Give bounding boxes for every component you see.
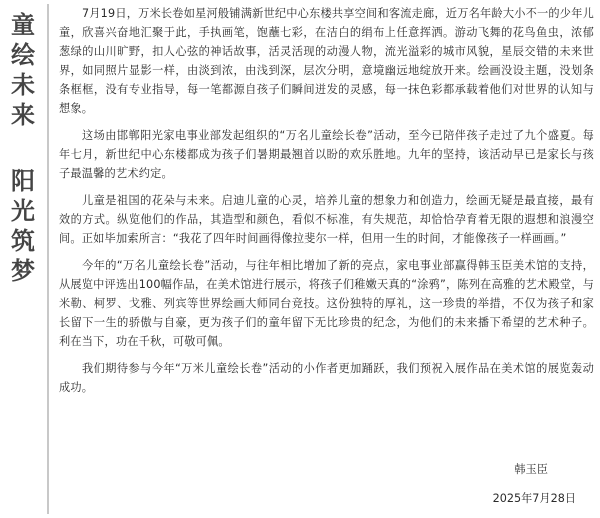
title-char: 童	[11, 10, 35, 39]
title-char: 未	[11, 70, 35, 99]
paragraph-5: 我们期待参与今年“万米儿童绘长卷”活动的小作者更加踊跃，我们预祝入展作品在美术馆的展览轰动成功。	[59, 362, 594, 394]
signature-block	[493, 460, 576, 508]
signature-name: 韩玉臣	[514, 463, 548, 476]
title-char: 绘	[11, 40, 35, 69]
title-char: 光	[11, 196, 35, 225]
paragraph-4: 今年的“万名儿童绘长卷”活动，与往年相比增加了新的亮点，家电事业部赢得韩玉臣美术馆的支持，从展览中评选出100幅作品，在美术馆进行展示，将孩子们稚嫩天真的“涂鸦”，陈列在高雅的艺术殿堂，与米勒、柯罗、戈雅、列宾等世界绘画大师同台竞技。这份独特的厚礼，这一珍贵的举措，不仅为孩子和家长留下一生的骄傲与自豪，更为孩子们的童年留下无比珍贵的纪念，为他们的未来播下希望的艺术种子。利在当下，功在千秋，可敬可佩。	[59, 259, 594, 348]
title-char: 来	[11, 100, 35, 129]
paragraph-2: 这场由邯郸阳光家电事业部发起组织的“万名儿童绘长卷”活动，至今已陪伴孩子走过了九个盛夏。每年七月，新世纪中心东楼都成为孩子们暑期最翘首以盼的欢乐胜地。九年的坚持，该活动早已是家长与孩子最温馨的艺术约定。	[59, 129, 594, 180]
vertical-divider	[47, 4, 49, 514]
paragraph-1: 7月19日，万米长卷如星河般铺满新世纪中心东楼共享空间和客流走廊，近万名年龄大小不一的少年儿童，欣喜兴奋地汇聚于此，手执画笔，饱蘸七彩，在洁白的绢布上任意挥洒。游动飞舞的花鸟鱼虫，浓郁葱绿的山川旷野，扣人心弦的神话故事，活灵活现的动漫人物，流光溢彩的城市风貌，星辰交错的未来世界，如同照片显影一样，由淡到浓，由浅到深，层次分明，意境幽远地绽放开来。绘画没设主题，没划条条框框，没有专业指导，每一笔都源自孩子们瞬间迸发的灵感，每一抹色彩都承载着他们对世界的认知与想象。	[59, 7, 594, 115]
paragraph-3: 儿童是祖国的花朵与未来。启迪儿童的心灵，培养儿童的想象力和创造力，绘画无疑是最直接，最有效的方式。纵览他们的作品，其造型和颜色，看似不标准，有失规范，却恰恰孕育着无限的遐想和浪漫空间。正如毕加索所言：“我花了四年时间画得像拉斐尔一样，但用一生的时间，才能像孩子一样画画。”	[59, 194, 594, 245]
title-char: 梦	[11, 256, 35, 285]
side-title	[8, 10, 38, 286]
title-char: 阳	[11, 166, 35, 195]
signature-date: 2025年7月28日	[492, 492, 576, 505]
title-char: 筑	[11, 226, 35, 255]
article-body	[59, 4, 594, 405]
